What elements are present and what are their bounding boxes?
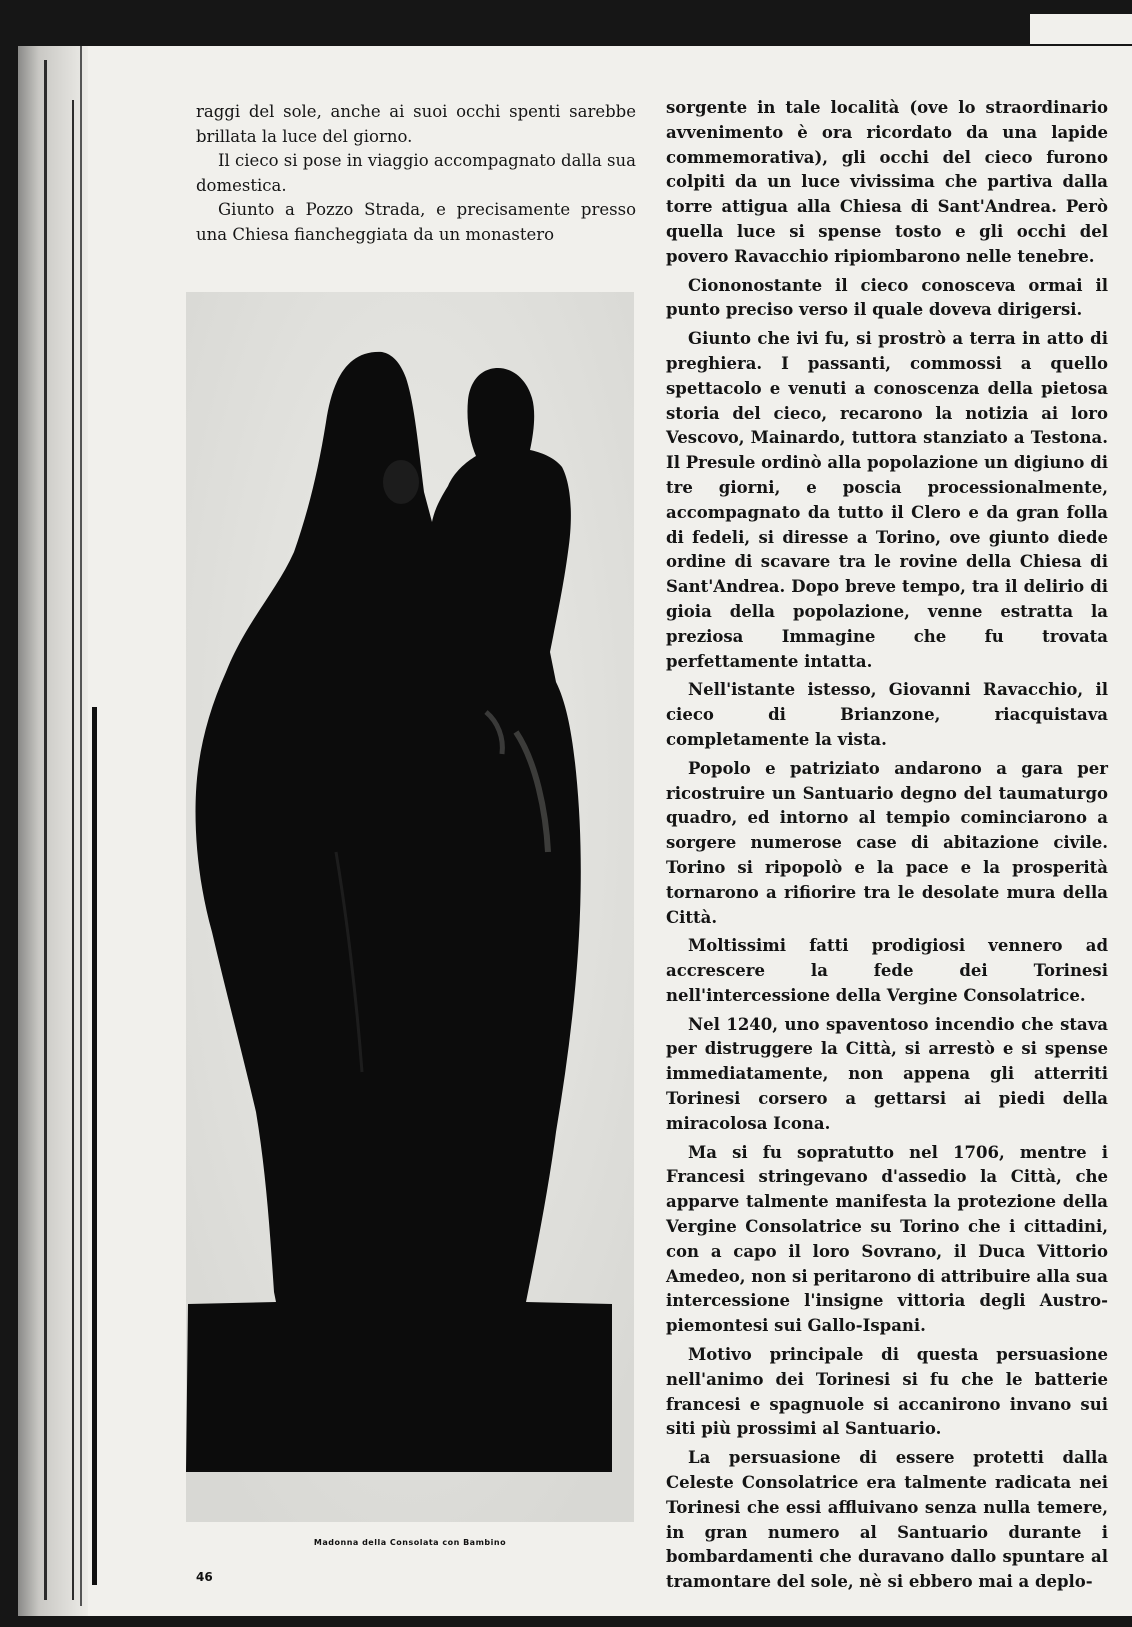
paragraph: Giunto che ivi fu, si prostrò a terra in atto di preghiera. I passanti, commossi a quello spettacolo e venuti a conoscenza della pietosa storia del cieco, recarono la notizia ai loro Vescovo, Mainardo, tuttora stanziato a Testona. Il Presule ordinò alla popolazione un digiuno di tre giorni, e poscia processionalmente, accompagnato da tutto il Clero e da gran folla di fedeli, si diresse a Torino, ove giunto diede ordine di scavare tra le rovine della Chiesa di Sant'Andrea. Dopo breve tempo, tra il delirio di gioia della popolazione, venne estratta la preziosa Immagine che fu trovata perfettamente intatta. [666, 329, 1108, 671]
binding-line [44, 60, 47, 1600]
right-column-text [666, 96, 1108, 1599]
binding-line [80, 46, 82, 1606]
paragraph: La persuasione di essere protetti dalla Celeste Consolatrice era talmente radicata nei Torinesi che essi affluivano senza nulla temere, in gran numero al Santuario durante i bombardamenti che duravano dallo spuntare al tramontare del sole, nè si ebbero mai a deplo- [666, 1448, 1108, 1592]
paragraph: Moltissimi fatti prodigiosi vennero ad accrescere la fede dei Torinesi nell'intercessione della Vergine Consolatrice. [666, 936, 1108, 1005]
madonna-statue-photo [186, 292, 634, 1522]
paragraph: Il cieco si pose in viaggio accompagnato dalla sua domestica. [196, 151, 636, 195]
paragraph: Motivo principale di questa persuasione nell'animo dei Torinesi si fu che le batterie francesi e spagnuole si accanirono invano sui siti più prossimi al Santuario. [666, 1345, 1108, 1439]
left-column-text [196, 100, 636, 247]
paragraph: Popolo e patriziato andarono a gara per ricostruire un Santuario degno del taumaturgo quadro, ed intorno al tempio cominciarono a sorgere numerose case di abitazione civile. Torino si ripopolò e la pace e la prosperità tornarono a rifiorire tra le desolate mura della Città. [666, 758, 1108, 927]
paragraph: Nell'istante istesso, Giovanni Ravacchio, il cieco di Brianzone, riacquistava completamente la vista. [666, 680, 1108, 749]
paragraph: raggi del sole, anche ai suoi occhi spenti sarebbe brillata la luce del giorno. [196, 102, 636, 146]
scan-top-border [0, 0, 1030, 46]
statue-silhouette-image [186, 292, 634, 1522]
scan-corner [1030, 14, 1132, 44]
paragraph: sorgente in tale località (ove lo straordinario avvenimento è ora ricordato da una lapide commemorativa), gli occhi del cieco furono colpiti da un luce vivissima che partiva dalla torre attigua alla Chiesa di Sant'Andrea. Però quella luce si spense tosto e gli occhi del povero Ravacchio ripiombarono nelle tenebre. [666, 98, 1108, 266]
paragraph: Ma si fu sopratutto nel 1706, mentre i Francesi stringevano d'assedio la Città, che apparve talmente manifesta la protezione della Vergine Consolatrice su Torino che i cittadini, con a capo il loro Sovrano, il Duca Vittorio Amedeo, non si peritarono di attribuire alla sua intercessione l'insigne vittoria degli Austro-piemontesi sui Gallo-Ispani. [666, 1142, 1108, 1336]
photo-caption: Madonna della Consolata con Bambino [313, 1538, 507, 1547]
binding-edge-mark [92, 707, 97, 1585]
paragraph: Ciononostante il cieco conosceva ormai il punto preciso verso il quale doveva dirigersi. [666, 275, 1108, 320]
binding-line [72, 100, 74, 1600]
paragraph: Nel 1240, uno spaventoso incendio che stava per distruggere la Città, si arrestò e si spense immediatamente, non appena gli atterriti Torinesi corsero a gettarsi ai piedi della miracolosa Icona. [666, 1014, 1108, 1133]
paragraph: Giunto a Pozzo Strada, e precisamente presso una Chiesa fiancheggiata da un monastero [196, 200, 636, 244]
book-binding-shadow [18, 46, 88, 1616]
page-number: 46 [196, 1570, 213, 1584]
